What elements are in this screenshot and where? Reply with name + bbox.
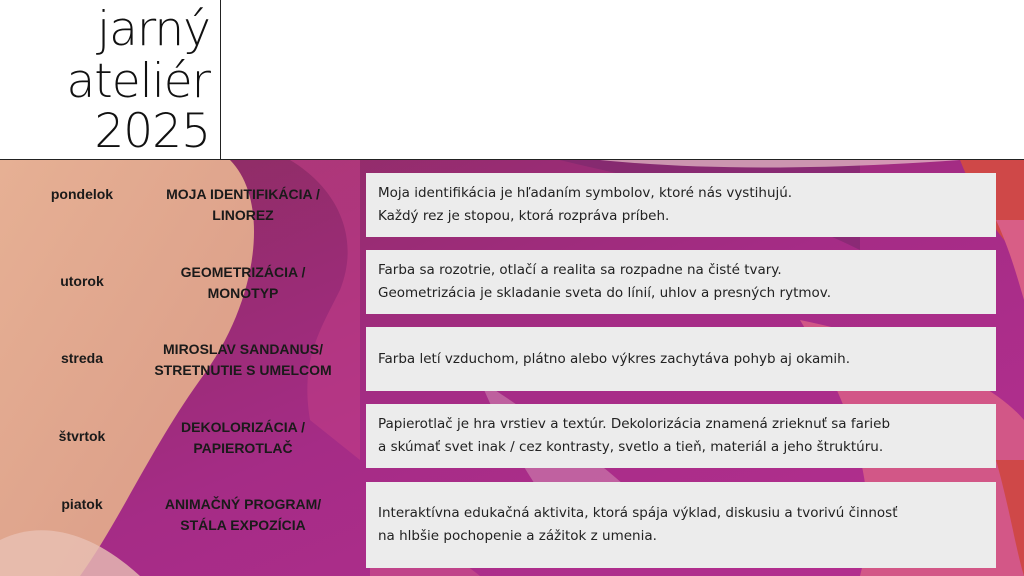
topic-monday [138, 184, 348, 226]
description-line: na hlbšie pochopenie a zážitok z umenia. [378, 528, 657, 544]
description-line: Farba letí vzduchom, plátno alebo výkres zachytáva pohyb aj okamih. [378, 350, 851, 367]
topic-line: DEKOLORIZÁCIA / [181, 419, 305, 435]
title-line-2: ateliér [66, 54, 210, 109]
description-line: Farba sa rozotrie, otlačí a realita sa rozpadne na čisté tvary. [378, 262, 782, 278]
description-line: a skúmať svet inak / cez kontrasty, svetlo a tieň, materiál a jeho štruktúru. [378, 439, 884, 455]
description-monday [366, 173, 996, 237]
topic-line: MIROSLAV SANDANUS/ [163, 341, 323, 357]
day-wednesday: streda [60, 350, 104, 366]
topic-line: GEOMETRIZÁCIA / [180, 264, 306, 280]
topic-line: STRETNUTIE S UMELCOM [154, 362, 332, 378]
day-friday: piatok [61, 496, 103, 512]
description-thursday [366, 404, 996, 468]
description-wednesday [366, 327, 996, 391]
title-line-1: jarný [97, 2, 210, 57]
topic-line: LINOREZ [212, 207, 274, 223]
topic-line: MONOTYP [207, 285, 279, 301]
topic-line: PAPIEROTLAČ [193, 440, 293, 456]
day-monday: pondelok [50, 186, 114, 202]
topic-thursday [138, 417, 348, 459]
description-line: Každý rez je stopou, ktorá rozpráva príbeh. [378, 208, 670, 224]
description-line: Geometrizácia je skladanie sveta do línií, uhlov a presných rytmov. [378, 285, 832, 301]
topic-line: STÁLA EXPOZÍCIA [180, 517, 306, 533]
description-line: Papierotlač je hra vrstiev a textúr. Dekolorizácia znamená zrieknuť sa farieb [378, 416, 891, 432]
description-friday [366, 482, 996, 568]
description-line: Interaktívna edukačná aktivita, ktorá spája výklad, diskusiu a tvorivú činnosť [378, 505, 898, 521]
topic-line: ANIMAČNÝ PROGRAM/ [164, 496, 322, 512]
description-line: Moja identifikácia je hľadaním symbolov, ktoré nás vystihujú. [378, 185, 793, 201]
day-thursday: štvrtok [58, 428, 106, 444]
topic-line: MOJA IDENTIFIKÁCIA / [166, 186, 320, 202]
topic-wednesday [138, 339, 348, 381]
topic-tuesday [138, 262, 348, 304]
day-tuesday: utorok [60, 273, 104, 289]
description-tuesday [366, 250, 996, 314]
title-line-3: 2025 [94, 104, 210, 159]
topic-friday [138, 494, 348, 536]
title-box [0, 0, 221, 160]
